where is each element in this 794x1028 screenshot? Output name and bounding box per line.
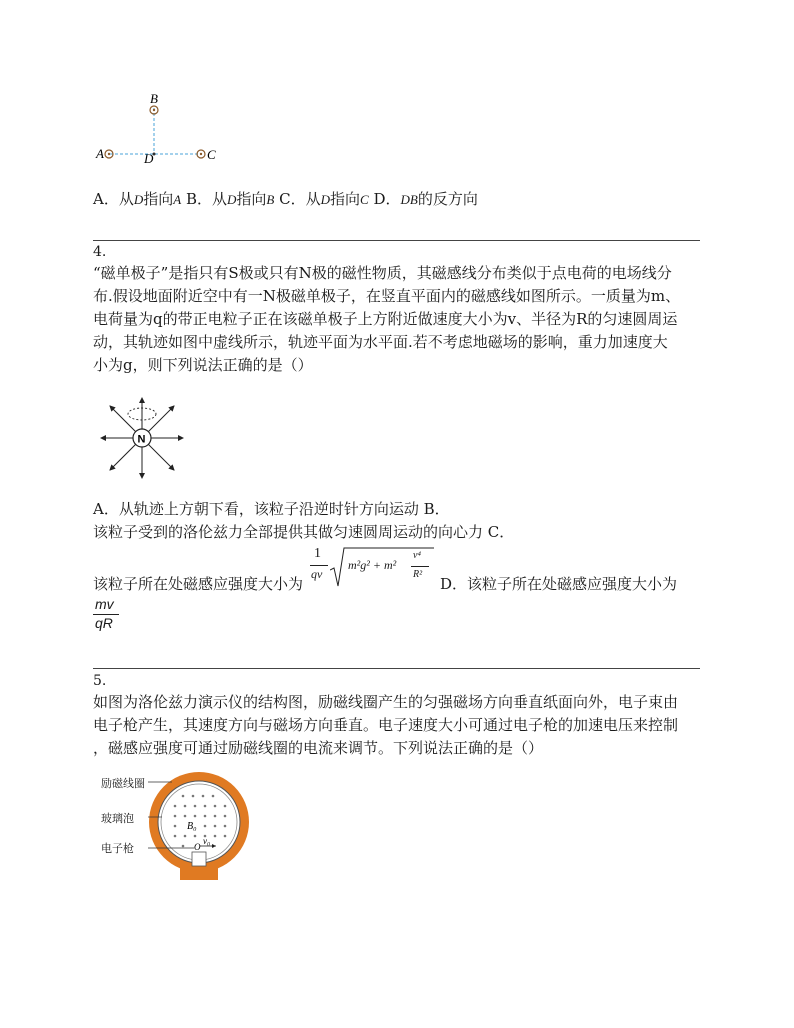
q5-label-gun: 电子枪 xyxy=(101,842,134,855)
q4-stem-line-5: 小为g，则下列说法正确的是（） xyxy=(93,356,313,374)
q5-stem-line-1: 如图为洛伦兹力演示仪的结构图，励磁线圈产生的匀强磁场方向垂直纸面向外，电子束由 xyxy=(93,693,679,711)
q4-figure xyxy=(96,392,188,484)
q4-option-b: 该粒子受到的洛伦兹力全部提供其做匀速圆周运动的向心力 C． xyxy=(93,523,515,541)
q4-field-line-ll xyxy=(110,444,136,470)
q4-stem-line-1: “磁单极子”是指只有S极或只有N极的磁性物质，其磁感线分布类似于点电荷的电场线分 xyxy=(93,264,672,282)
q3-label-d: D xyxy=(144,151,154,166)
q4-field-line-lr xyxy=(148,444,174,470)
q3-option-c: C．从D指向C xyxy=(279,190,369,208)
q4-stem-line-4: 动，其轨迹如图中虚线所示，轨迹平面为水平面.若不考虑地磁场的影响，重力加速度大 xyxy=(93,333,668,351)
q3-label-c: C xyxy=(207,147,216,162)
q4-field-line-ur xyxy=(148,406,174,432)
q3-label-a: A xyxy=(96,146,104,161)
q4-field-line-ul xyxy=(110,406,136,432)
q5-b0-label: B₀ xyxy=(187,821,197,832)
q4-stem-line-3: 电荷量为q的带正电粒子正在该磁单极子上方附近做速度大小为v、半径为R的匀速圆周运 xyxy=(93,310,678,328)
q5-gun-neck xyxy=(192,852,206,866)
q4-option-d-fraction: mv qR xyxy=(93,596,123,634)
q4-option-c-formula: 1 qv m²g² + m² v⁴ R² xyxy=(310,546,434,590)
q4-n-label: N xyxy=(137,433,146,446)
q3-option-a: A．从D指向A xyxy=(93,190,182,208)
q4-option-a: A．从轨迹上方朝下看，该粒子沿逆时针方向运动 B． xyxy=(93,500,450,518)
q5-stem-line-2: 电子枪产生，其速度方向与磁场方向垂直。电子速度大小可通过电子枪的加速电压来控制 xyxy=(93,716,679,734)
q5-stem-line-3: ，磁感应强度可通过励磁线圈的电流来调节。下列说法正确的是（） xyxy=(93,739,544,757)
q3-option-d: D．DB的反方向 xyxy=(373,190,478,208)
q4-option-d: D．该粒子所在处磁感应强度大小为 xyxy=(440,575,678,593)
q5-v0-label: v₀ xyxy=(203,836,211,846)
divider-q5 xyxy=(93,668,700,669)
q3-option-b: B．从D指向B xyxy=(185,190,275,208)
q5-label-bulb: 玻璃泡 xyxy=(101,812,134,825)
q3-options xyxy=(93,188,478,211)
q5-o-label: O xyxy=(194,842,201,852)
q3-figure xyxy=(90,92,230,172)
q4-option-c: 该粒子所在处磁感应强度大小为 xyxy=(93,575,304,593)
q3-label-b: B xyxy=(150,92,158,106)
q4-stem-line-2: 布.假设地面附近空中有一N极磁单极子，在竖直平面内的磁感线如图所示。一质量为m、 xyxy=(93,287,681,305)
q5-label-coil: 励磁线圈 xyxy=(101,777,145,790)
divider-q4 xyxy=(93,240,700,241)
q5-number: 5. xyxy=(93,673,107,689)
q4-number: 4. xyxy=(93,244,107,260)
